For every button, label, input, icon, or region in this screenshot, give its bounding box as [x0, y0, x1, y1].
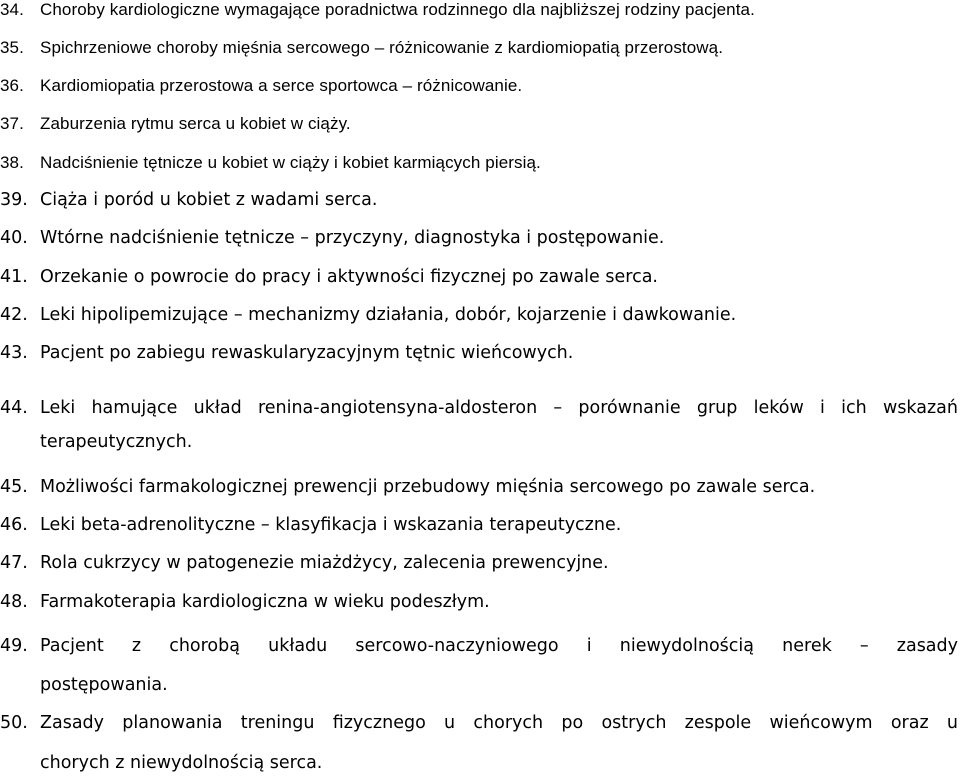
- item-number: 34.: [0, 0, 24, 19]
- list-item: [0, 628, 958, 665]
- item-text: Farmakoterapia kardiologiczna w wieku podeszłym.: [40, 592, 490, 612]
- item-text: Spichrzeniowe choroby mięśnia sercowego – różnicowanie z kardiomiopatią przerostową.: [40, 38, 724, 57]
- item-number: 38.: [0, 153, 24, 172]
- item-number: 44.: [0, 398, 28, 418]
- item-number: 41.: [0, 267, 28, 287]
- item-text: Zasady planowania treningu fizycznego u chorych po ostrych zespole wieńcowym oraz u: [40, 713, 958, 733]
- item-text: Leki hipolipemizujące – mechanizmy działania, dobór, kojarzenie i dawkowanie.: [40, 305, 737, 325]
- item-number: 35.: [0, 38, 24, 57]
- item-number: 46.: [0, 515, 28, 535]
- item-text-continuation: chorych z niewydolnością serca.: [40, 753, 323, 773]
- list-item: [0, 545, 958, 582]
- list-item: [0, 335, 958, 372]
- item-number: 40.: [0, 228, 28, 248]
- item-text: Możliwości farmakologicznej prewencji przebudowy mięśnia sercowego po zawale serca.: [40, 477, 816, 497]
- item-number: 39.: [0, 190, 28, 210]
- item-number: 49.: [0, 636, 28, 656]
- list-item: [0, 182, 958, 219]
- item-number: 45.: [0, 477, 28, 497]
- item-text: Nadciśnienie tętnicze u kobiet w ciąży i kobiet karmiących piersią.: [40, 153, 541, 172]
- item-number: 36.: [0, 76, 24, 95]
- item-text: Rola cukrzycy w patogenezie miażdżycy, zalecenia prewencyjne.: [40, 553, 609, 573]
- list-item: [0, 67, 958, 104]
- item-number: 42.: [0, 305, 28, 325]
- item-text: Wtórne nadciśnienie tętnicze – przyczyny, diagnostyka i postępowanie.: [40, 228, 665, 248]
- list-item: [0, 507, 958, 544]
- item-text: Choroby kardiologiczne wymagające poradnictwa rodzinnego dla najbliższej rodziny pacjenta.: [40, 0, 755, 19]
- list-item: [0, 0, 958, 28]
- item-text: Leki beta-adrenolityczne – klasyfikacja i wskazania terapeutyczne.: [40, 515, 622, 535]
- item-text-continuation: postępowania.: [40, 675, 168, 695]
- list-item: [0, 29, 958, 66]
- item-number: 37.: [0, 114, 24, 133]
- item-text: Pacjent po zabiegu rewaskularyzacyjnym tętnic wieńcowych.: [40, 343, 574, 363]
- item-text: Leki hamujące układ renina-angiotensyna-aldosteron – porównanie grup leków i ich wskazań: [40, 398, 958, 418]
- item-text: Zaburzenia rytmu serca u kobiet w ciąży.: [40, 114, 351, 133]
- list-item: [0, 220, 958, 257]
- item-text: Pacjent z chorobą układu sercowo-naczyniowego i niewydolnością nerek – zasady: [40, 636, 958, 656]
- item-text: Kardiomiopatia przerostowa a serce sportowca – różnicowanie.: [40, 76, 523, 95]
- item-text: Ciąża i poród u kobiet z wadami serca.: [40, 190, 378, 210]
- list-item: [0, 144, 958, 181]
- item-text: Orzekanie o powrocie do pracy i aktywności fizycznej po zawale serca.: [40, 267, 658, 287]
- item-number: 43.: [0, 343, 28, 363]
- list-item: [0, 469, 958, 506]
- item-number: 48.: [0, 592, 28, 612]
- list-item: [0, 390, 958, 427]
- list-item: [0, 297, 958, 334]
- list-item: [0, 705, 958, 742]
- item-number: 47.: [0, 553, 28, 573]
- list-item: [0, 105, 958, 142]
- item-text-continuation: terapeutycznych.: [40, 432, 193, 452]
- item-number: 50.: [0, 713, 28, 733]
- list-item: [0, 259, 958, 296]
- list-item: [0, 584, 958, 621]
